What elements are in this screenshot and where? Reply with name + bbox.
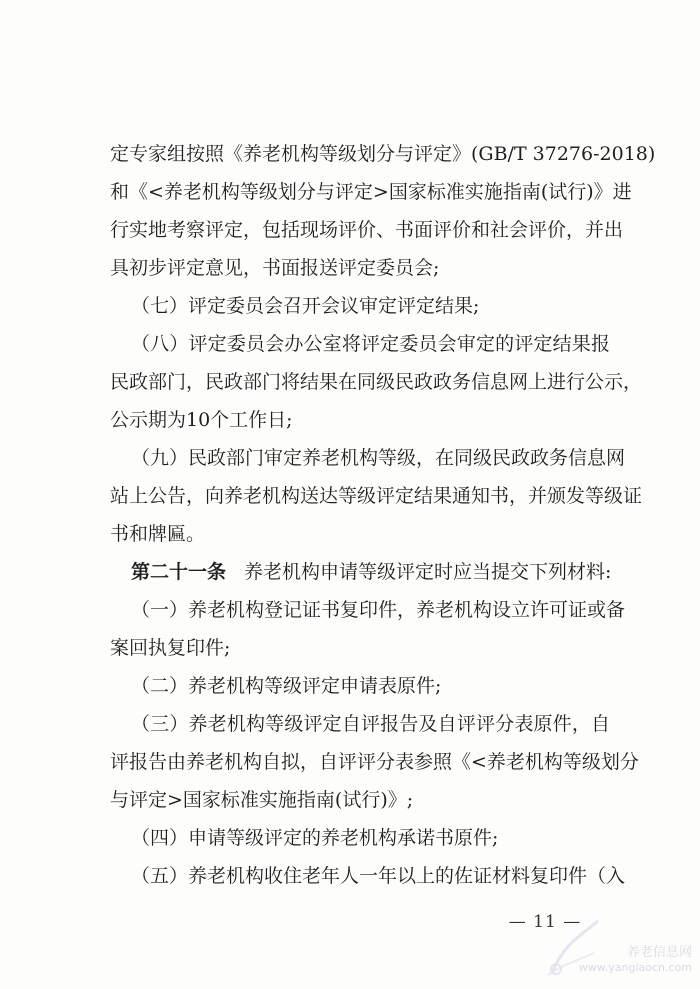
text-line: 民政部门，民政部门将结果在同级民政政务信息网上进行公示， (110, 371, 643, 393)
text-line: 具初步评定意见，书面报送评定委员会; (110, 257, 440, 279)
text-line: 和《<养老机构等级划分与评定>国家标准实施指南(试行)》进 (110, 181, 632, 203)
text-line: （一）养老机构登记证书复印件，养老机构设立许可证或备 (131, 599, 626, 621)
text-line: 书和牌匾。 (110, 523, 206, 545)
text-line: 公示期为10个工作日; (110, 409, 293, 431)
text-line: （八）评定委员会办公室将评定委员会审定的评定结果报 (131, 333, 610, 355)
text-line: （四）申请等级评定的养老机构承诺书原件; (131, 827, 499, 849)
text-line: 定专家组按照《养老机构等级划分与评定》(GB/T 37276-2018) (110, 143, 656, 165)
text-line: （三）养老机构等级评定自评报告及自评评分表原件，自 (131, 713, 610, 735)
watermark-title: 养老信息网 (626, 945, 692, 960)
text-line: （二）养老机构等级评定申请表原件; (131, 675, 442, 697)
page-number: — 11 — (508, 912, 582, 932)
text-line: （五）养老机构收住老年人一年以上的佐证材料复印件（入 (131, 865, 626, 887)
watermark-url: www.yanglaocn.com (578, 961, 692, 974)
watermark (542, 913, 692, 983)
text-line: 行实地考察评定，包括现场评价、书面评价和社会评价，并出 (110, 219, 624, 241)
text-line: （九）民政部门审定养老机构等级，在同级民政政务信息网 (131, 447, 626, 469)
text-line: 案回执复印件; (110, 637, 231, 659)
text-line: （七）评定委员会召开会议审定评定结果; (131, 295, 480, 317)
text-line: 站上公告，向养老机构送达等级评定结果通知书，并颁发等级证 (110, 485, 643, 507)
article-heading: 第二十一条 (131, 561, 227, 583)
text-line: 评报告由养老机构自拟，自评评分表参照《<养老机构等级划分 (110, 751, 639, 773)
text-line: 养老机构申请等级评定时应当提交下列材料: (244, 561, 612, 583)
text-line: 与评定>国家标准实施指南(试行)》; (110, 789, 414, 811)
